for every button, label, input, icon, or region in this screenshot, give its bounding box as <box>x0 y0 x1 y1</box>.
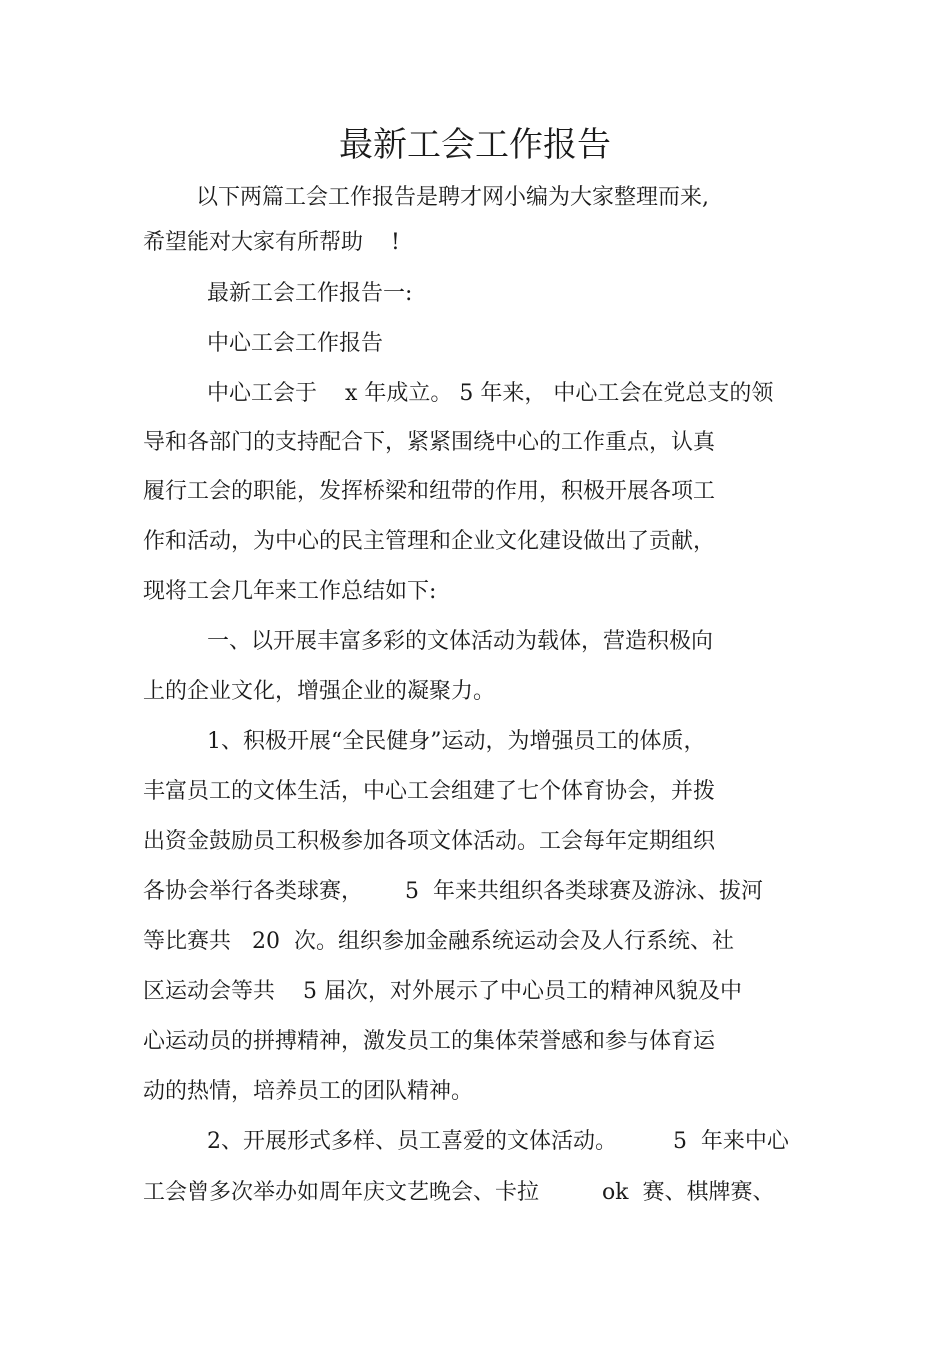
paragraph-line: 现将工会几年来工作总结如下: <box>143 579 437 604</box>
paragraph-line: 履行工会的职能，发挥桥梁和纽带的作用，积极开展各项工 <box>143 479 716 504</box>
paragraph-line: 导和各部门的支持配合下，紧紧围绕中心的工作重点，认真 <box>143 430 716 455</box>
paragraph-line: 动的热情，培养员工的团队精神。 <box>143 1079 474 1104</box>
paragraph-line: 丰富员工的文体生活，中心工会组建了七个体育协会，并拨 <box>143 779 716 804</box>
report-subtitle: 中心工会工作报告 <box>207 331 384 356</box>
section-heading: 最新工会工作报告一: <box>207 281 413 306</box>
paragraph-line: 出资金鼓励员工积极参加各项文体活动。工会每年定期组织 <box>143 829 716 854</box>
paragraph-line: 各协会举行各类球赛， 5 年来共组织各类球赛及游泳、拔河 <box>143 879 763 904</box>
paragraph-line: 等比赛共 20 次。组织参加金融系统运动会及人行系统、社 <box>143 929 734 954</box>
paragraph-line: 作和活动，为中心的民主管理和企业文化建设做出了贡献， <box>143 529 716 554</box>
document-title: 最新工会工作报告 <box>339 125 611 165</box>
paragraph-line: 中心工会于 x 年成立。 5 年来， 中心工会在党总支的领 <box>207 381 774 406</box>
paragraph-line: 上的企业文化，增强企业的凝聚力。 <box>143 679 496 704</box>
paragraph-line: 2、开展形式多样、员工喜爱的文体活动。 5 年来中心 <box>207 1129 789 1154</box>
paragraph-line: 工会曾多次举办如周年庆文艺晚会、卡拉 ok 赛、棋牌赛、 <box>143 1180 775 1205</box>
paragraph-line: 区运动会等共 5 届次，对外展示了中心员工的精神风貌及中 <box>143 979 742 1004</box>
section-heading: 一、以开展丰富多彩的文体活动为载体，营造积极向 <box>207 629 714 654</box>
paragraph-line: 希望能对大家有所帮助 ! <box>143 230 400 255</box>
paragraph-line: 1、积极开展“全民健身”运动，为增强员工的体质， <box>207 729 706 754</box>
paragraph-line: 以下两篇工会工作报告是聘才网小编为大家整理而来, <box>196 185 709 210</box>
paragraph-line: 心运动员的拼搏精神，激发员工的集体荣誉感和参与体育运 <box>143 1029 716 1054</box>
